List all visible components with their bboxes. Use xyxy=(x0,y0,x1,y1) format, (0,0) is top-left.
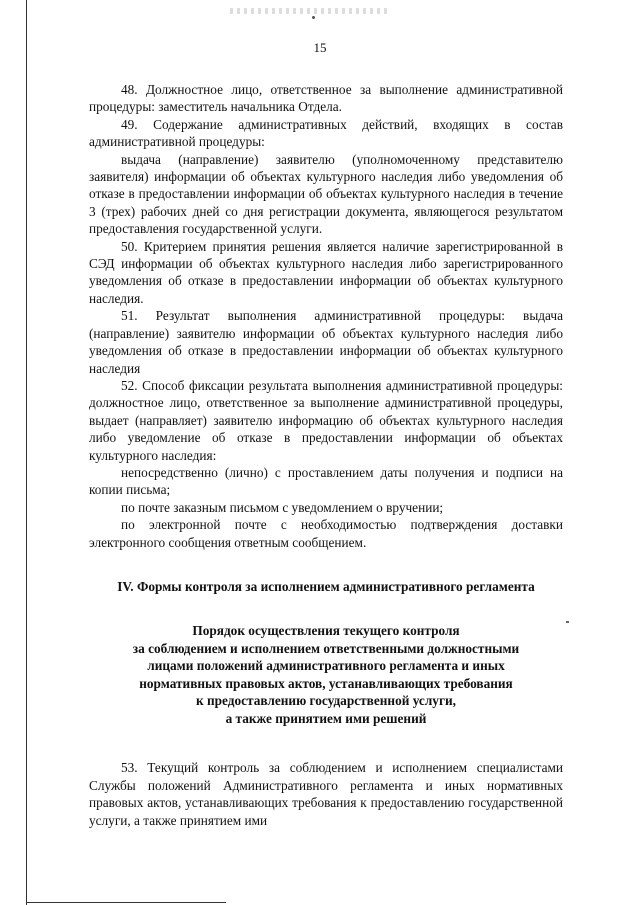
subsection-heading-line: за соблюдением и исполнением ответственными должностными xyxy=(132,640,520,656)
paragraph-50: 50. Критерием принятия решения является наличие зарегистрированной в СЭД информации об объектах культурного наследия либо зарегистрированного уведомления об отказе в предоставлении информации об объектах культурного наследия. xyxy=(89,238,563,306)
paragraph-52: 52. Способ фиксации результата выполнения административной процедуры: должностное лицо, ответственное за выполнение административной процедуры, выдает (направляет) заявителю информацию об объектах культурного наследия либо уведомление об отказе в предоставлении информации об объектах культурного наследия: xyxy=(89,377,563,463)
subsection-heading xyxy=(89,622,563,727)
scan-artifact xyxy=(230,8,390,14)
section-heading: IV. Формы контроля за исполнением административного регламента xyxy=(117,578,535,594)
subsection-heading-line: к предоставлению государственной услуги, xyxy=(196,693,456,709)
subsection-heading-line: лицами положений административного регламента и иных xyxy=(147,658,505,674)
paragraph-49-item: выдача (направление) заявителю (уполномоченному представителю заявителя) информации об объектах культурного наследия либо уведомления об отказе в предоставлении информации об объектах культурного наследия в течение 3 (трех) рабочих дней со дня регистрации документа, являющегося результатом предоставления государственной услуги. xyxy=(89,151,563,237)
paragraph-52-item-1: непосредственно (лично) с проставлением даты получения и подписи на копии письма; xyxy=(89,464,563,498)
subsection-heading-line: а также принятием ими решений xyxy=(225,710,427,726)
paragraph-48: 48. Должностное лицо, ответственное за выполнение административной процедуры: заместитель начальника Отдела. xyxy=(89,82,563,115)
paragraph-49: 49. Содержание административных действий, входящих в состав административной процедуры: xyxy=(89,116,563,150)
document-body xyxy=(89,81,563,829)
paragraph-51: 51. Результат выполнения административной процедуры: выдача (направление) заявителю информации об объектах культурного наследия либо уведомления об отказе в предоставлении информации об объектах культурного наследия xyxy=(89,308,563,376)
page-number: 15 xyxy=(313,40,327,55)
page-edge-bottom xyxy=(26,902,226,903)
paragraph-52-item-3: по электронной почте с необходимостью подтверждения доставки электронного сообщения ответным сообщением. xyxy=(89,517,563,550)
scan-mark xyxy=(566,621,569,623)
subsection-heading-line: нормативных правовых актов, устанавливающих требования xyxy=(139,675,513,691)
page-edge-left xyxy=(26,0,27,905)
subsection-heading-line: Порядок осуществления текущего контроля xyxy=(192,623,460,639)
paragraph-52-item-2: по почте заказным письмом с уведомлением о вручении; xyxy=(121,499,444,515)
paragraph-53: 53. Текущий контроль за соблюдением и исполнением специалистами Службы положений Административного регламента и иных нормативных правовых актов, устанавливающих требования к предоставлению государственной услуги, а также принятием ими xyxy=(89,760,563,828)
scan-artifact-dot xyxy=(312,16,315,19)
